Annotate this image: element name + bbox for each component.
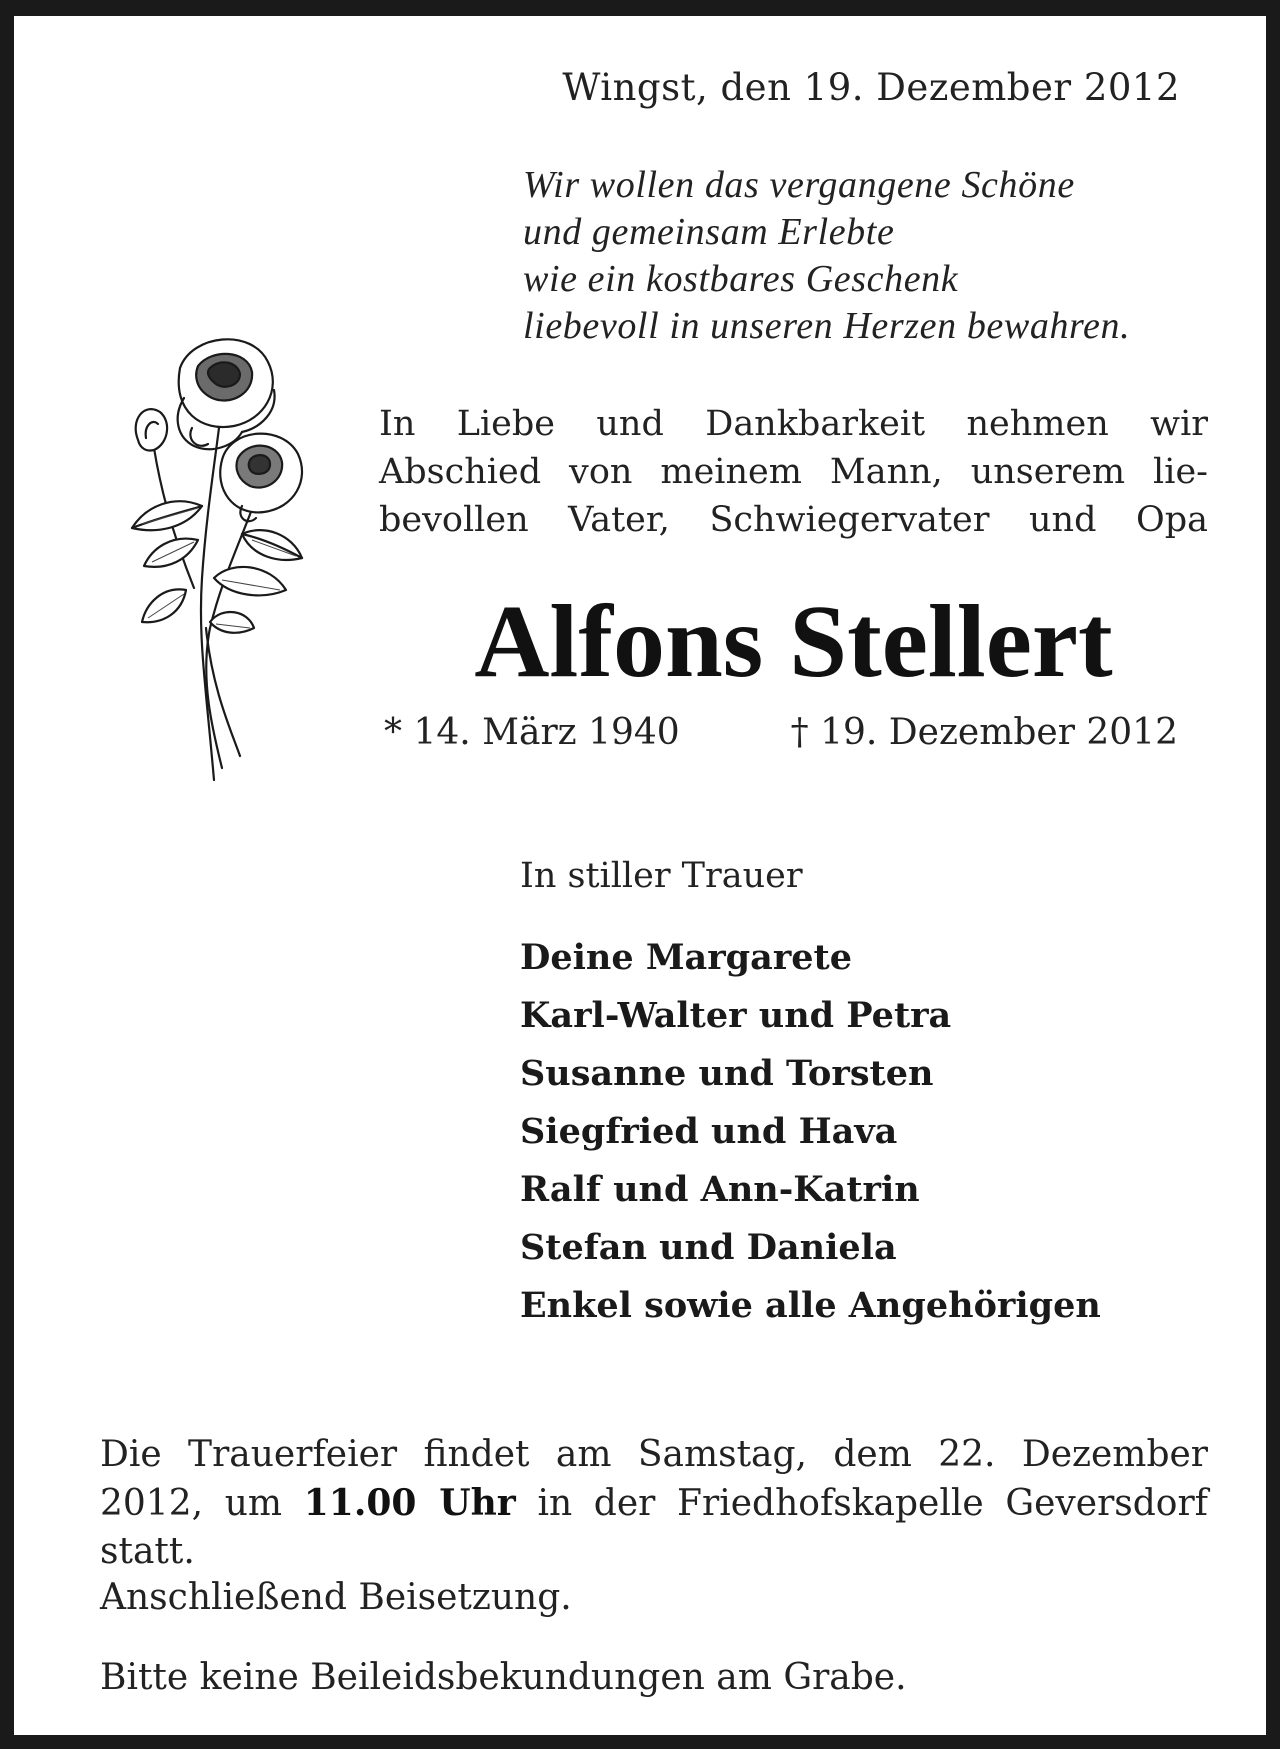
mourning-label: In stiller Trauer [520,856,803,896]
family-member: Karl-Walter und Petra [520,995,952,1036]
ceremony-text: 2012, um [100,1483,283,1524]
family-member: Siegfried und Hava [520,1111,898,1152]
rose-illustration [102,328,322,788]
ceremony-info [100,1431,1208,1576]
ceremony-text: in der Friedhofskapelle Geversdorf [537,1483,1209,1524]
intro-line: bevollen Vater, Schwiegervater und Opa [379,500,1208,540]
intro-text [379,400,1208,544]
poem-line: Wir wollen das vergangene Schöne [523,164,1075,206]
death-date: † 19. Dezember 2012 [790,712,1178,753]
condolence-request: Bitte keine Beileidsbekundungen am Grabe. [100,1657,907,1698]
poem-line: und gemeinsam Erlebte [523,211,895,253]
place-date: Wingst, den 19. Dezember 2012 [562,66,1180,109]
ceremony-line: Die Trauerfeier findet am Samstag, dem 22. Dezember [100,1434,1208,1475]
ceremony-time: 11.00 Uhr [303,1482,516,1524]
family-member: Enkel sowie alle Angehörigen [520,1285,1101,1326]
burial-info: Anschließend Beisetzung. [100,1577,572,1618]
poem-line: liebevoll in unseren Herzen bewahren. [523,305,1131,347]
family-member: Susanne und Torsten [520,1053,934,1094]
ceremony-line: statt. [100,1531,195,1572]
family-member: Ralf und Ann-Katrin [520,1169,920,1210]
intro-line: In Liebe und Dankbarkeit nehmen wir [379,404,1208,444]
intro-line: Abschied von meinem Mann, unserem lie- [379,452,1208,492]
family-member: Stefan und Daniela [520,1227,897,1268]
poem [523,162,1130,350]
family-member: Deine Margarete [520,937,852,978]
deceased-name: Alfons Stellert [474,584,1113,699]
family-list [520,929,1101,1335]
birth-date: * 14. März 1940 [384,712,680,753]
poem-line: wie ein kostbares Geschenk [523,258,959,300]
ceremony-line [100,1479,1208,1528]
